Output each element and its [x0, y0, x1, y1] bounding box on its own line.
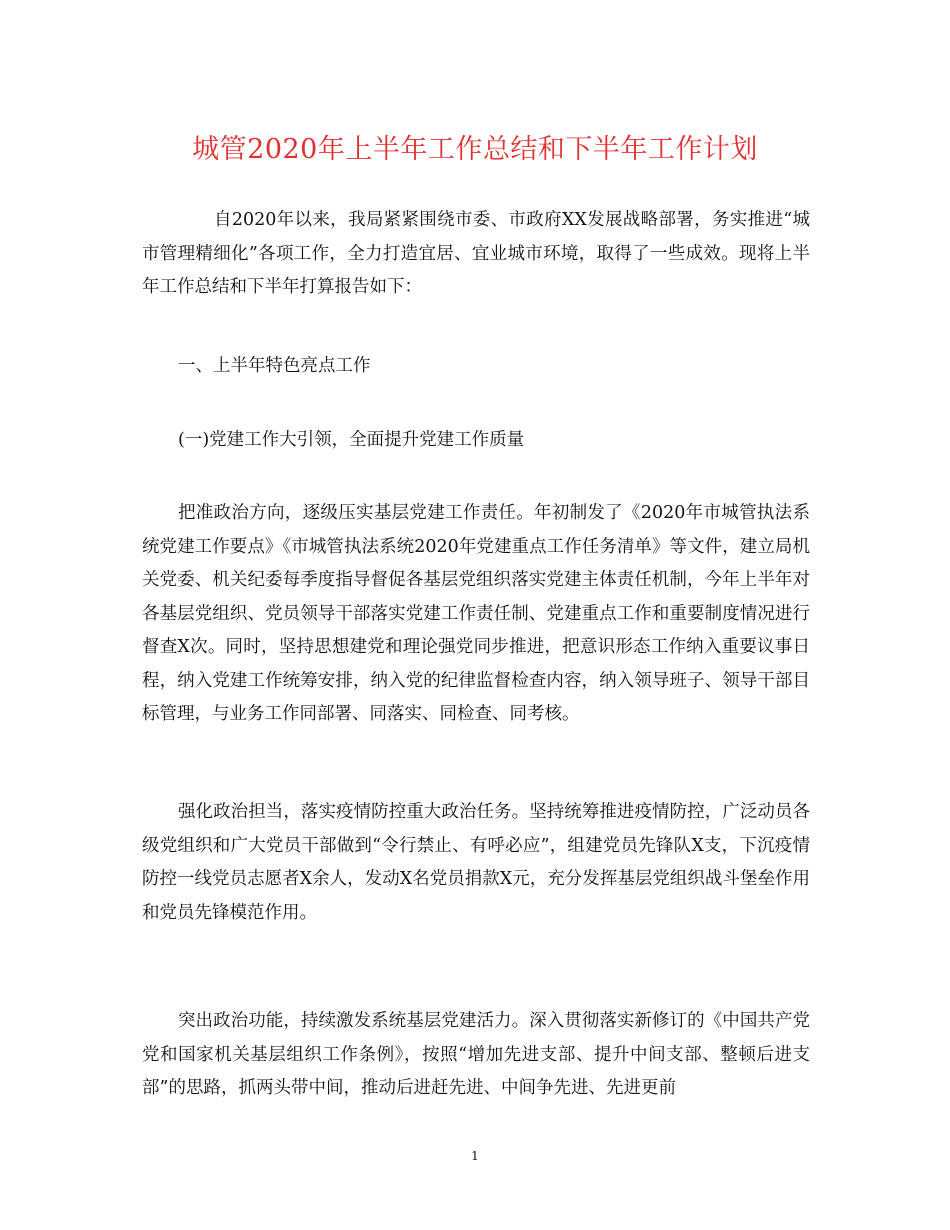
section-heading: 一、上半年特色亮点工作: [178, 356, 371, 376]
body-paragraph-2-block: [142, 796, 810, 930]
body-paragraph: 强化政治担当，落实疫情防控重大政治任务。坚持统筹推进疫情防控，广泛动员各级党组织和广大党员干部做到“令行禁止、有呼必应”，组建党员先锋队X支，下沉疫情防控一线党员志愿者X余人，发动X名党员捐款X元，充分发挥基层党组织战斗堡垒作用和党员先锋模范作用。: [142, 802, 810, 923]
intro-paragraph-block: [142, 204, 810, 305]
intro-paragraph: 自2020年以来，我局紧紧围绕市委、市政府XX发展战略部署，务实推进“城市管理精细化”各项工作，全力打造宜居、宜业城市环境，取得了一些成效。现将上半年工作总结和下半年打算报告如下：: [142, 210, 810, 297]
body-paragraph: 把准政治方向，逐级压实基层党建工作责任。年初制发了《2020年市城管执法系统党建工作要点》《市城管执法系统2020年党建重点工作任务清单》等文件，建立局机关党委、机关纪委每季度指导督促各基层党组织落实党建主体责任机制，今年上半年对各基层党组织、党员领导干部落实党建工作责任制、党建重点工作和重要制度情况进行督查X次。同时，坚持思想建党和理论强党同步推进，把意识形态工作纳入重要议事日程，纳入党建工作统筹安排，纳入党的纪律监督检查内容，纳入领导班子、领导干部目标管理，与业务工作同部署、同落实、同检查、同考核。: [142, 503, 810, 724]
page-number: 1: [471, 1149, 479, 1163]
section-heading-block: [142, 350, 810, 384]
body-paragraph-1-block: [142, 497, 810, 732]
document-title: 城管2020年上半年工作总结和下半年工作计划: [192, 134, 758, 165]
subsection-heading: (一)党建工作大引领，全面提升党建工作质量: [178, 430, 525, 450]
subsection-heading-block: [142, 424, 810, 458]
body-paragraph-3-block: [142, 1005, 810, 1106]
body-paragraph: 突出政治功能，持续激发系统基层党建活力。深入贯彻落实新修订的《中国共产党党和国家机关基层组织工作条例》，按照“增加先进支部、提升中间支部、整顿后进支部”的思路，抓两头带中间，推动后进赶先进、中间争先进、先进更前: [142, 1011, 810, 1098]
